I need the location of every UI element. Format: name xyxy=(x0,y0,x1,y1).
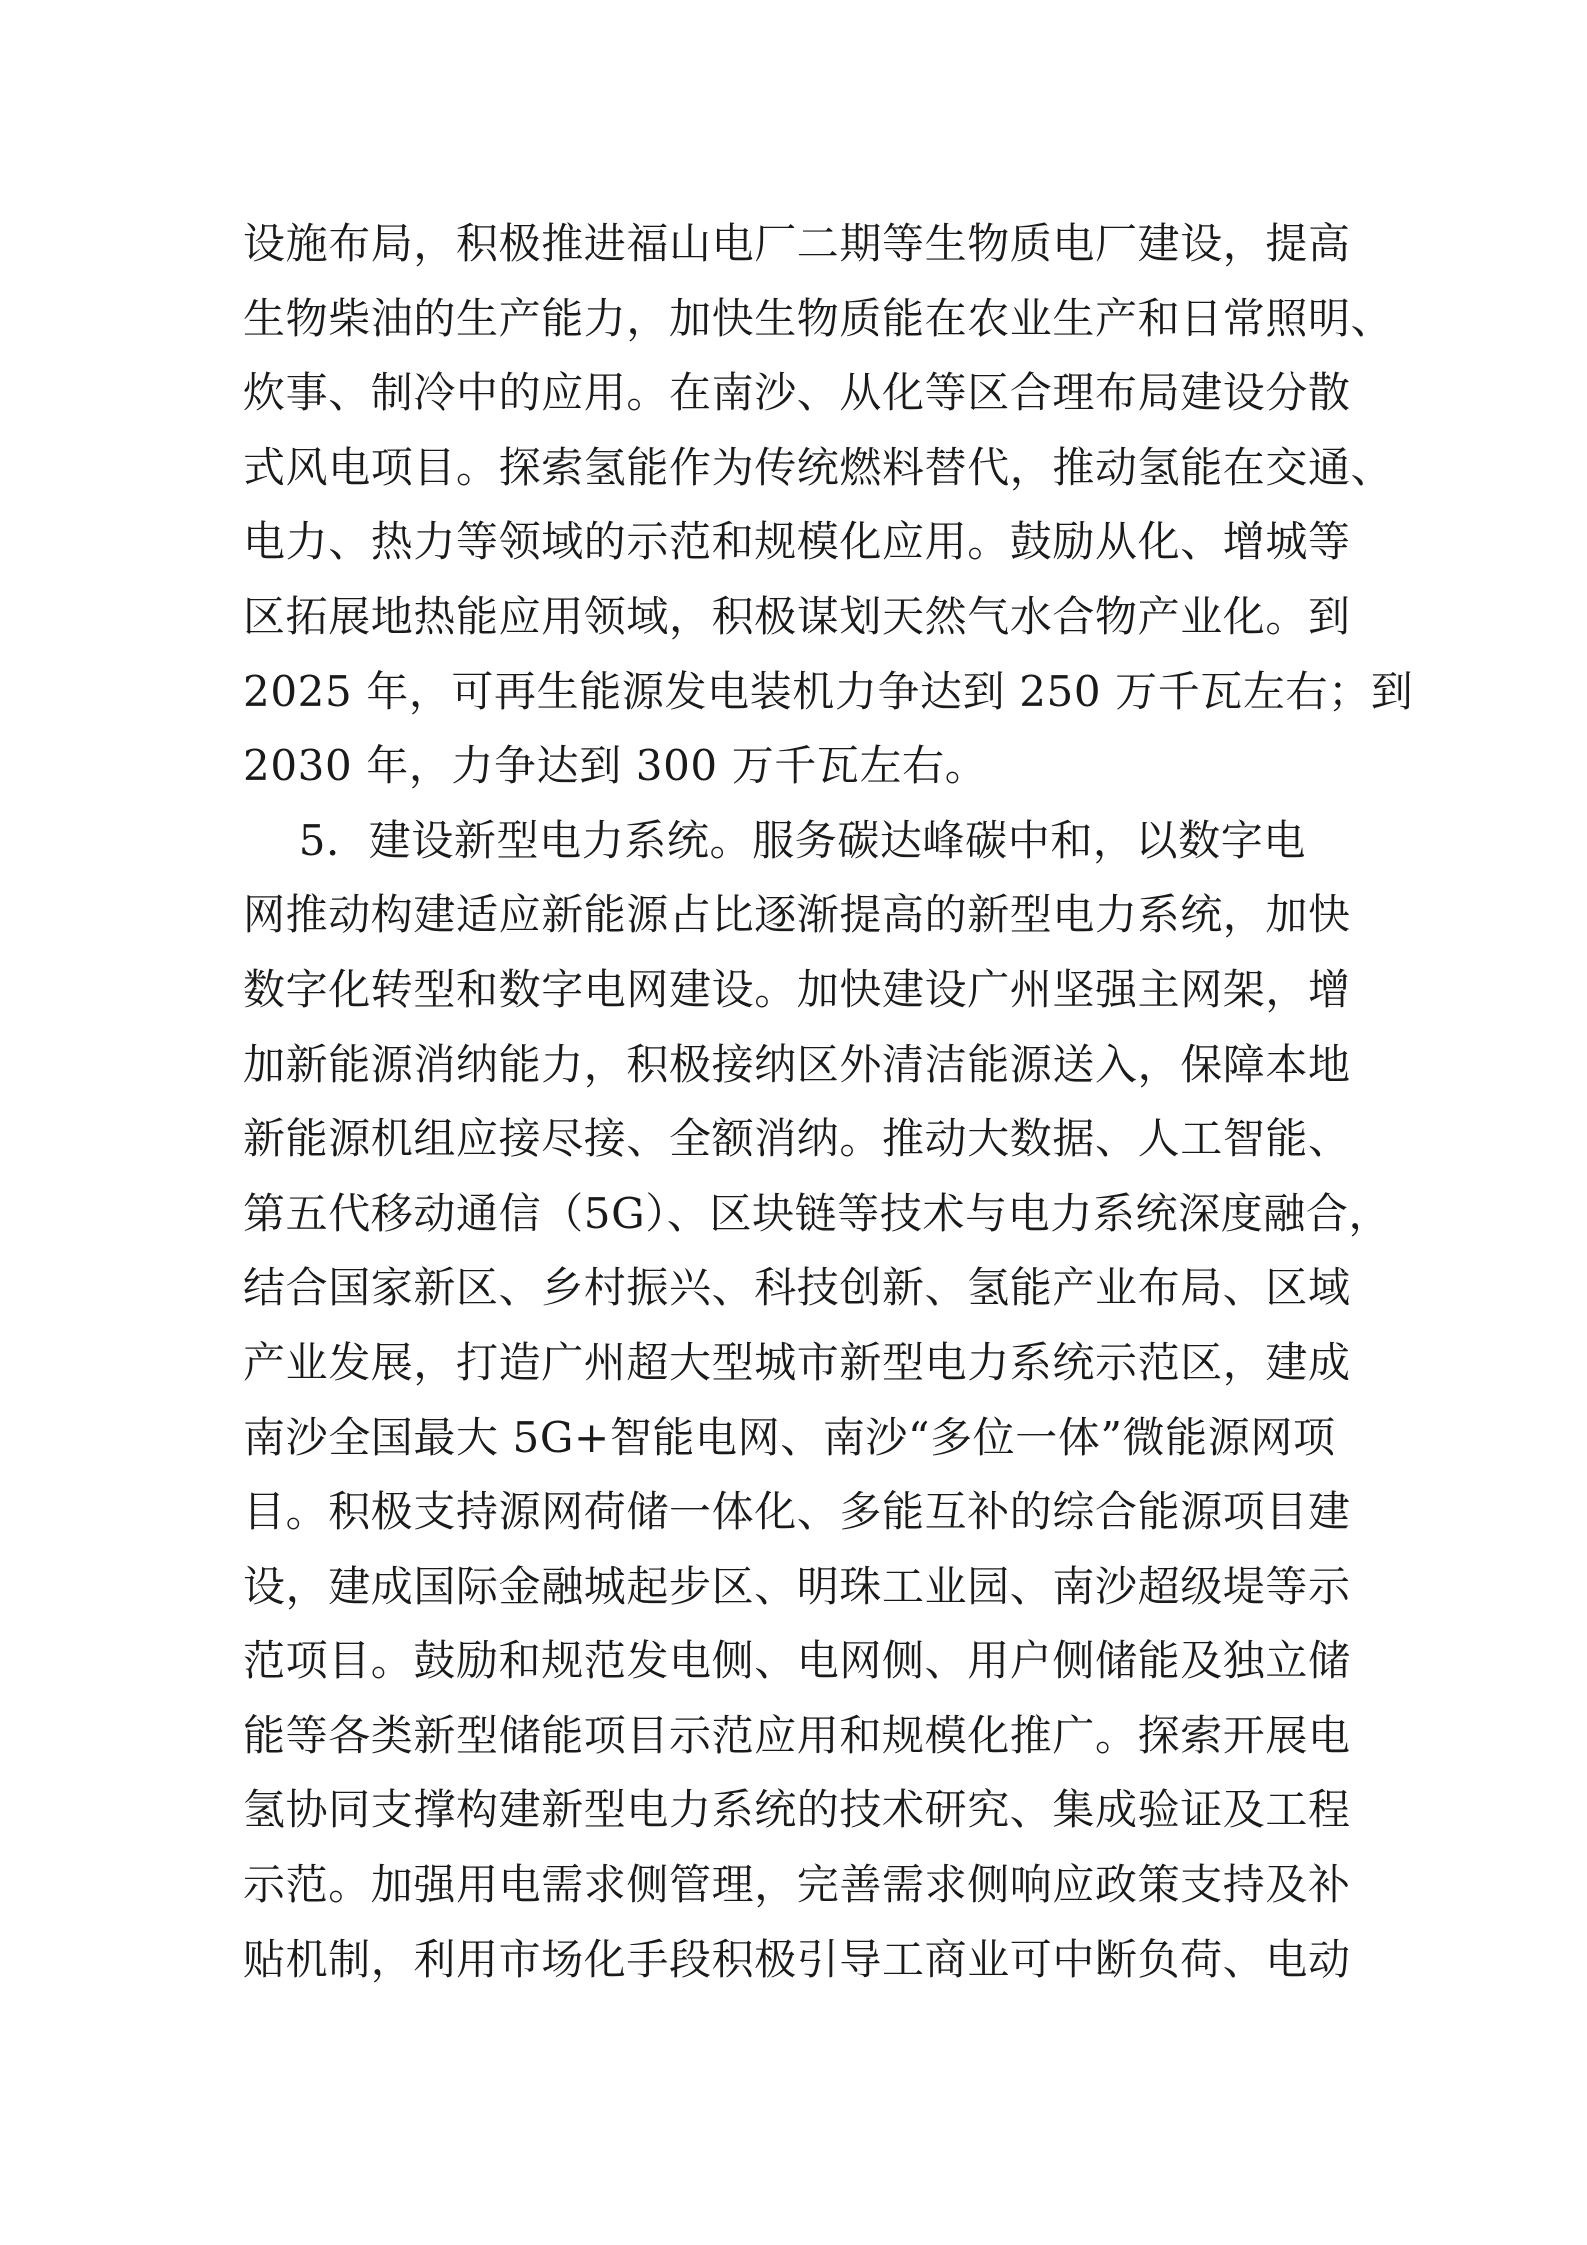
text-line: 第五代移动通信（5G）、区块链等技术与电力系统深度融合， xyxy=(243,1188,1392,1238)
text-line: 生物柴油的生产能力，加快生物质能在农业生产和日常照明、 xyxy=(243,293,1394,343)
text-line: 新能源机组应接尽接、全额消纳。推动大数据、人工智能、 xyxy=(243,1114,1351,1164)
text-line: 2030 年，力争达到 300 万千瓦左右。 xyxy=(243,741,988,791)
text-line: 设，建成国际金融城起步区、明珠工业园、南沙超级堤等示 xyxy=(243,1561,1351,1611)
text-line: 加新能源消纳能力，积极接纳区外清洁能源送入，保障本地 xyxy=(243,1039,1351,1089)
text-line: 南沙全国最大 5G+智能电网、南沙“多位一体”微能源网项 xyxy=(243,1412,1336,1462)
text-line: 2025 年，可再生能源发电装机力争达到 250 万千瓦左右；到 xyxy=(243,666,1414,716)
text-line: 产业发展，打造广州超大型城市新型电力系统示范区，建成 xyxy=(243,1337,1351,1387)
text-line: 贴机制，利用市场化手段积极引导工商业可中断负荷、电动 xyxy=(243,1934,1351,1984)
text-line: 设施布局，积极推进福山电厂二期等生物质电厂建设，提高 xyxy=(243,219,1351,268)
text-line: 氢协同支撑构建新型电力系统的技术研究、集成验证及工程 xyxy=(243,1785,1351,1835)
text-line: 目。积极支持源网荷储一体化、多能互补的综合能源项目建 xyxy=(243,1487,1351,1537)
text-line: 能等各类新型储能项目示范应用和规模化推广。探索开展电 xyxy=(243,1710,1351,1760)
text-line: 式风电项目。探索氢能作为传统燃料替代，推动氢能在交通、 xyxy=(243,442,1394,492)
text-line: 电力、热力等领域的示范和规模化应用。鼓励从化、增城等 xyxy=(243,517,1351,567)
body-text xyxy=(243,207,1414,1997)
text-line: 炊事、制冷中的应用。在南沙、从化等区合理布局建设分散 xyxy=(243,368,1351,418)
text-line: 示范。加强用电需求侧管理，完善需求侧响应政策支持及补 xyxy=(243,1860,1351,1910)
text-line: 数字化转型和数字电网建设。加快建设广州坚强主网架，增 xyxy=(243,964,1351,1014)
text-line: 范项目。鼓励和规范发电侧、电网侧、用户侧储能及独立储 xyxy=(243,1636,1351,1686)
text-line: 区拓展地热能应用领域，积极谋划天然气水合物产业化。到 xyxy=(243,591,1351,641)
text-line: 网推动构建适应新能源占比逐渐提高的新型电力系统，加快 xyxy=(243,890,1351,940)
text-line: 结合国家新区、乡村振兴、科技创新、氢能产业布局、区域 xyxy=(243,1263,1351,1313)
section-heading-line: 5．建设新型电力系统。服务碳达峰碳中和，以数字电 xyxy=(243,815,1306,865)
